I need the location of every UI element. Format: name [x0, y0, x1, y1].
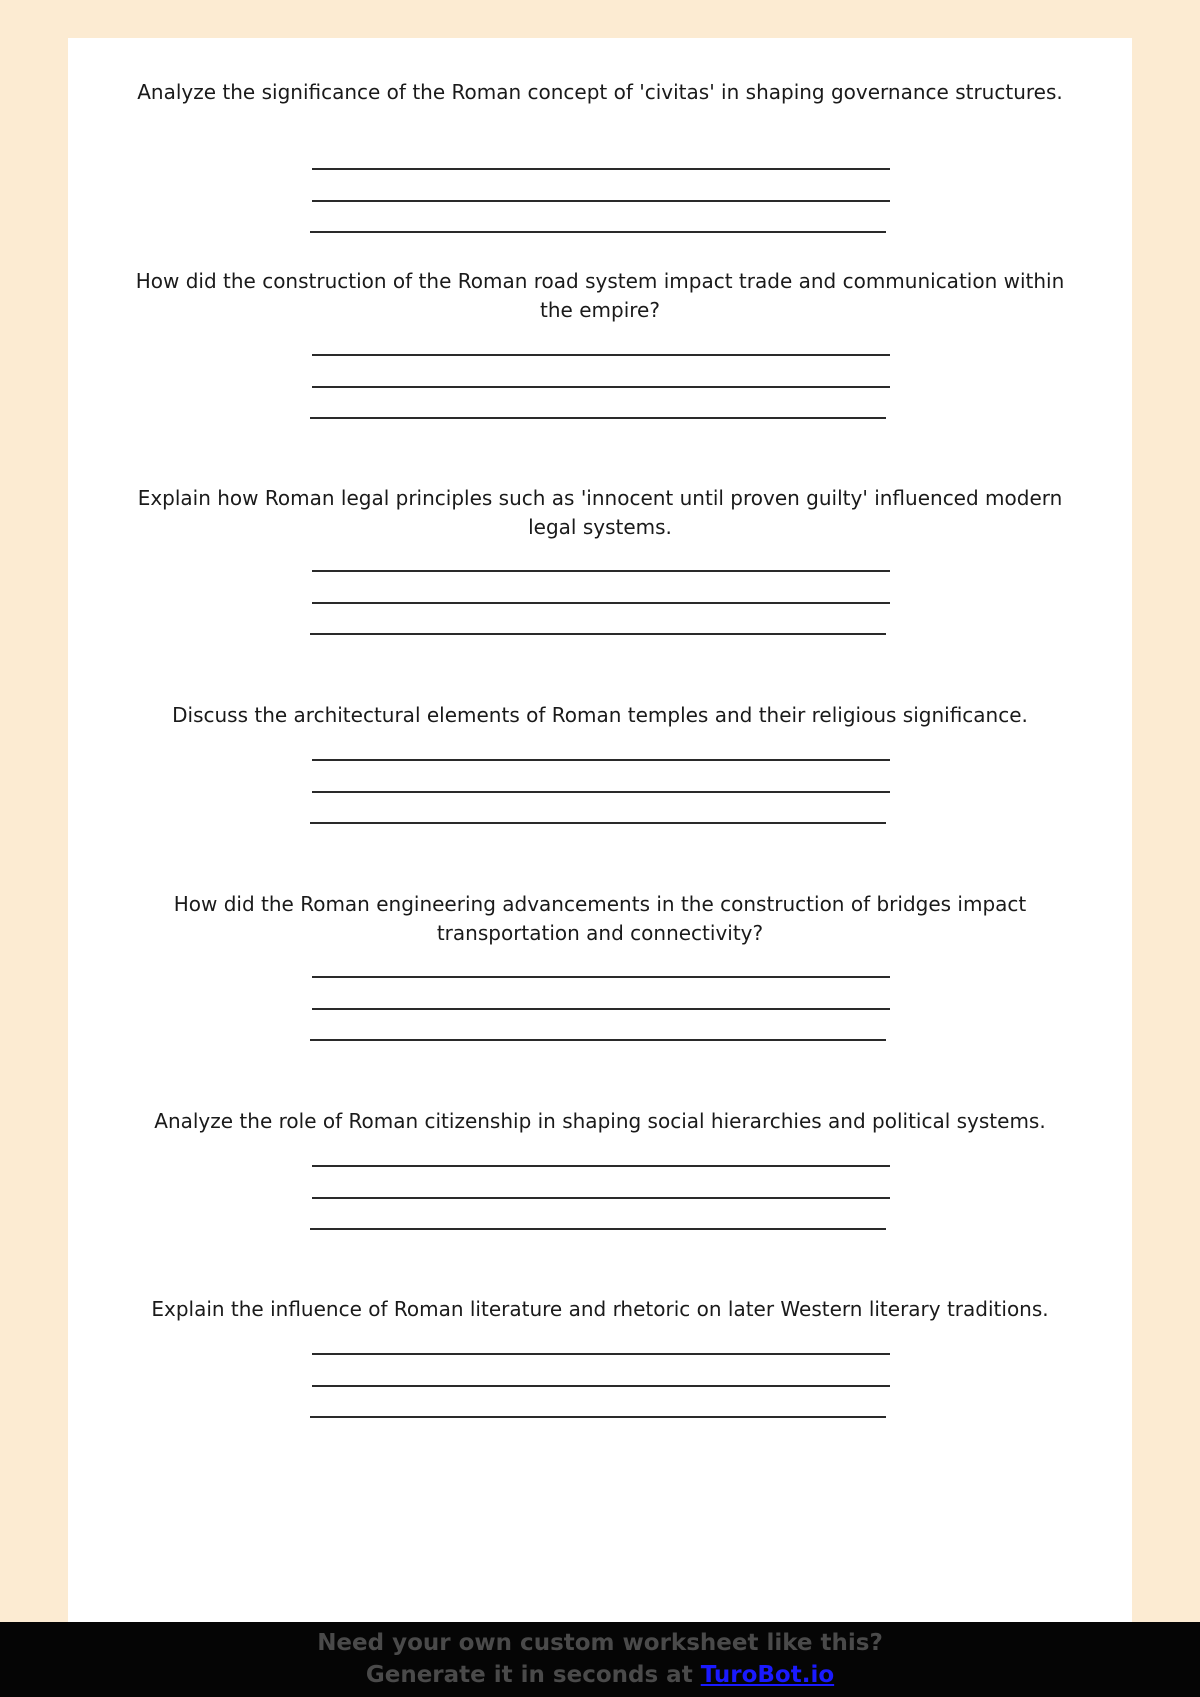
answer-line[interactable] [312, 1385, 890, 1387]
answer-line[interactable] [310, 1039, 886, 1041]
answer-line[interactable] [312, 386, 890, 388]
answer-line[interactable] [310, 1416, 886, 1418]
promo-footer [0, 1622, 1200, 1697]
answer-line[interactable] [312, 168, 890, 170]
question-block [68, 267, 1132, 325]
answer-line[interactable] [310, 633, 886, 635]
answer-line[interactable] [312, 1353, 890, 1355]
turobot-link[interactable]: TuroBot.io [700, 1662, 835, 1688]
answer-line[interactable] [312, 200, 890, 202]
question-text: Discuss the architectural elements of Roman temples and their religious significance. [172, 703, 1028, 727]
answer-line[interactable] [312, 1008, 890, 1010]
answer-line[interactable] [310, 1228, 886, 1230]
question-block [68, 1295, 1132, 1324]
footer-cta-text [0, 1659, 1200, 1691]
worksheet-sheet [68, 38, 1132, 1622]
answer-line[interactable] [310, 231, 886, 233]
question-block [68, 701, 1132, 730]
question-text: How did the Roman engineering advancements in the construction of bridges impact transportation and connectivity? [173, 892, 1027, 945]
answer-line[interactable] [312, 354, 890, 356]
answer-line[interactable] [310, 417, 886, 419]
answer-line[interactable] [312, 759, 890, 761]
question-block [68, 1107, 1132, 1136]
question-block [68, 484, 1132, 542]
answer-line[interactable] [310, 822, 886, 824]
question-block [68, 890, 1132, 948]
footer-promo-text: Need your own custom worksheet like this? [317, 1630, 883, 1656]
answer-line[interactable] [312, 602, 890, 604]
answer-line[interactable] [312, 976, 890, 978]
answer-line[interactable] [312, 570, 890, 572]
answer-line[interactable] [312, 1165, 890, 1167]
question-text: Analyze the role of Roman citizenship in shaping social hierarchies and political systems. [154, 1109, 1046, 1133]
footer-cta-prefix: Generate it in seconds at [365, 1662, 701, 1688]
question-text: How did the construction of the Roman road system impact trade and communication within the empire? [135, 269, 1065, 322]
answer-line[interactable] [312, 1197, 890, 1199]
question-text: Analyze the significance of the Roman concept of 'civitas' in shaping governance structures. [137, 80, 1063, 104]
question-block [68, 78, 1132, 107]
answer-line[interactable] [312, 791, 890, 793]
question-text: Explain how Roman legal principles such as 'innocent until proven guilty' influenced modern legal systems. [137, 486, 1063, 539]
question-text: Explain the influence of Roman literature and rhetoric on later Western literary traditions. [151, 1297, 1049, 1321]
